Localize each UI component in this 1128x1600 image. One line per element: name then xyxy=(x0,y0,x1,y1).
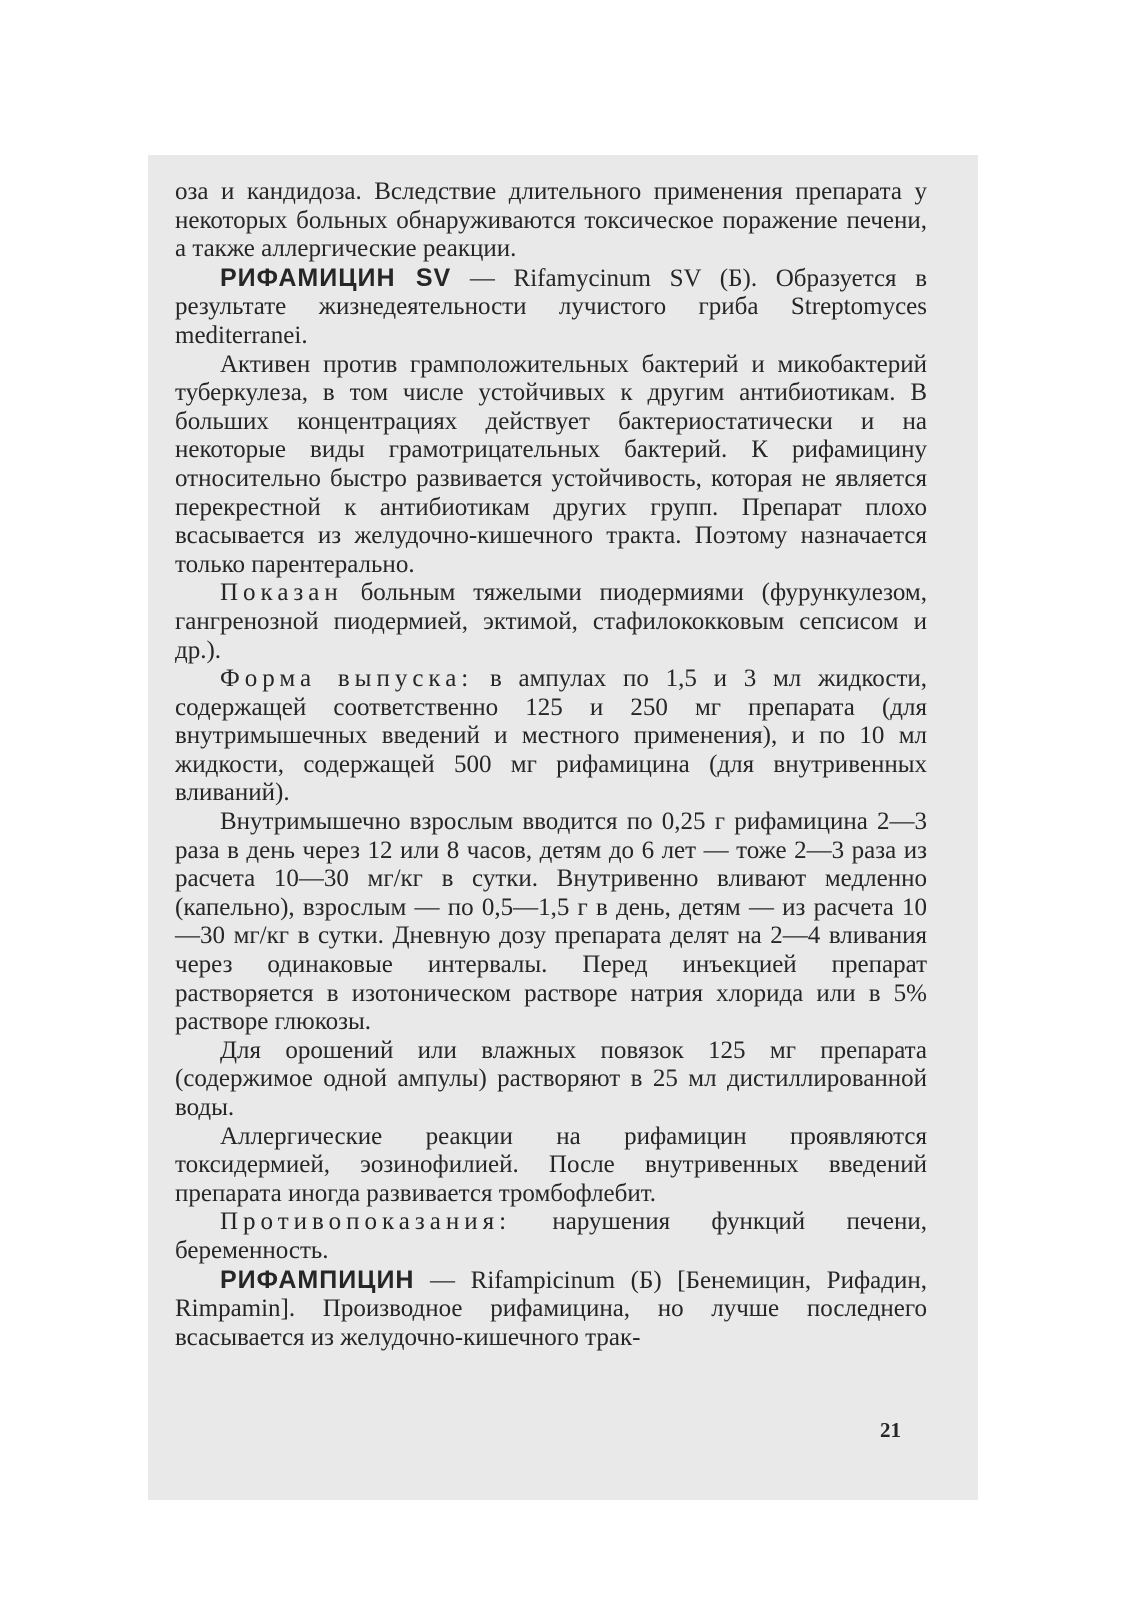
paragraph-text: — Rifamycinum SV (Б). Образуется в результате жизнедеятельности лучистого гриба Streptomyces mediterranei. xyxy=(175,264,927,349)
paragraph-continuation xyxy=(175,178,927,264)
paragraph-text: — Rifampicinum (Б) [Бенемицин, Рифадин, Rimpamin]. Производное рифамицина, но лучше последнего всасывается из желудочно-кишечного трак- xyxy=(175,1266,927,1351)
paragraph-text: нарушения функций печени, беременность. xyxy=(175,1208,927,1264)
paragraph-dosage xyxy=(175,808,927,1037)
entry-heading: РИФАМИЦИН SV xyxy=(220,263,452,292)
paragraph-text: Внутримышечно взрослым вводится по 0,25 г рифамицина 2—3 раза в день через 12 или 8 часов, детям до 6 лет — тоже 2—3 раза из расчета 10—30 мг/кг в сутки. Внутривенно вливают медленно (капельно), взрослым — по 0,5—1,5 г в день, детям — из расчета 10—30 мг/кг в сутки. Дневную дозу препарата делят на 2—4 вливания через одинаковые интервалы. Перед инъекцией препарат растворяется в изотоническом растворе натрия хлорида или в 5% растворе глюкозы. xyxy=(175,808,927,1036)
paragraph-activity xyxy=(175,351,927,580)
paragraph-text: больным тяжелыми пиодермиями (фурункулезом, гангренозной пиодермией, эктимой, стафилококковым сепсисом и др.). xyxy=(175,579,927,664)
paragraph-text: Активен против грамположительных бактерий и микобактерий туберкулеза, в том числе устойчивых к другим антибиотикам. В больших концентрациях действует бактериостатически и на некоторые виды грамотрицательных бактерий. К рифамицину относительно быстро развивается устойчивость, которая не является перекрестной к антибиотикам других групп. Препарат плохо всасывается из желудочно-кишечного тракта. Поэтому назначается только парентерально. xyxy=(175,350,927,578)
spaced-label: Форма выпуска: xyxy=(220,665,474,693)
paragraph-irrigation xyxy=(175,1037,927,1123)
entry-rifamycin-sv xyxy=(175,264,927,351)
entry-heading: РИФАМПИЦИН xyxy=(220,1265,415,1294)
page-body-text xyxy=(175,178,927,1352)
paragraph-side-effects xyxy=(175,1123,927,1209)
paragraph-text: оза и кандидоза. Вследствие длительного применения препарата у некоторых больных обнаруживаются токсическое поражение печени, а также аллергические реакции. xyxy=(175,178,927,263)
entry-rifampicin xyxy=(175,1266,927,1353)
spaced-label: Противопоказания: xyxy=(220,1208,512,1236)
spaced-label: Показан xyxy=(220,579,343,607)
paragraph-contraindications xyxy=(175,1208,927,1265)
page-number: 21 xyxy=(880,1418,901,1442)
paragraph-text: Аллергические реакции на рифамицин проявляются токсидермией, эозинофилией. После внутривенных введений препарата иногда развивается тромбофлебит. xyxy=(175,1122,927,1207)
paragraph-text: Для орошений или влажных повязок 125 мг препарата (содержимое одной ампулы) растворяют в 25 мл дистиллированной воды. xyxy=(175,1036,927,1121)
paragraph-indications xyxy=(175,579,927,665)
paragraph-release-form xyxy=(175,665,927,808)
paragraph-text: в ампулах по 1,5 и 3 мл жидкости, содержащей соответственно 125 и 250 мг препарата (для внутримышечных введений и местного применения), и по 10 мл жидкости, содержащей 500 мг рифамицина (для внутривенных вливаний). xyxy=(175,665,927,807)
